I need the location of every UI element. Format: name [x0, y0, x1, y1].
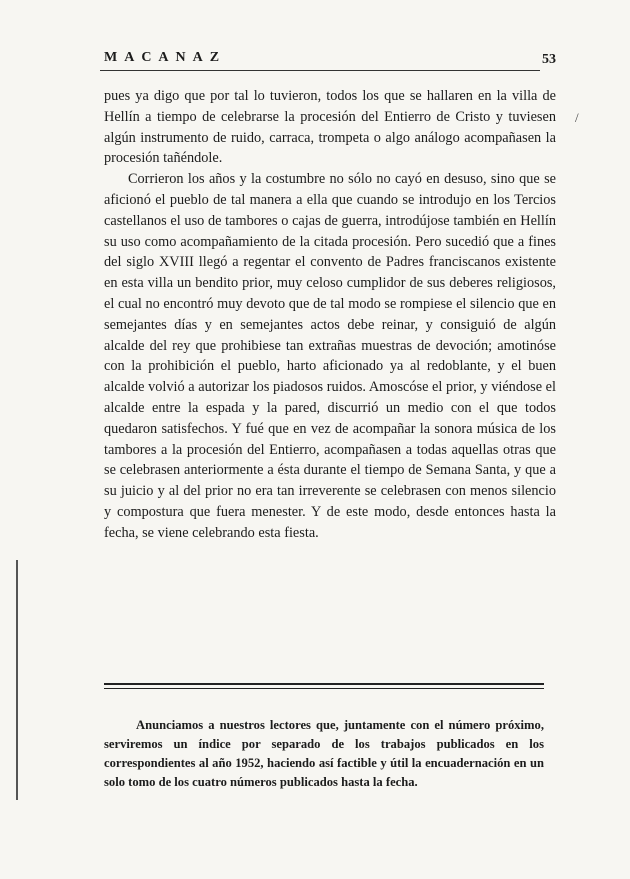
running-title: MACANAZ [104, 50, 227, 65]
body-text [104, 86, 556, 544]
margin-mark: / [575, 110, 579, 125]
notice-text: Anunciamos a nuestros lectores que, juntamente con el número próximo, serviremos un índice por separado de los trabajos publicados en los correspondientes al año 1952, haciendo así factible y útil la encuadernación en un solo tomo de los cuatro números publicados hasta la fecha. [104, 717, 544, 789]
separator-rule-thick [104, 683, 544, 685]
paragraph-1: pues ya digo que por tal lo tuvieron, todos los que se hallaren en la villa de Hellín a tiempo de celebrarse la procesión del Entierro de Cristo y tuviesen algún instrumento de ruido, carraca, trompeta o algo análogo acompañasen la procesión tañéndole. [104, 88, 556, 167]
paragraph-2: Corrieron los años y la costumbre no sólo no cayó en desuso, sino que se aficionó el pueblo de tal manera a ella que cuando se introdujo en los Tercios castellanos el uso de tambores o cajas de guerra, introdújose también en Hellín su uso como acompañamiento de la citada procesión. Pero sucedió que a fines del siglo XVIII llegó a regentar el convento de Padres franciscanos existente en esta villa un bendito prior, muy celoso cumplidor de sus deberes religiosos, el cual no encontró muy devoto que de tal modo se rompiese el silencio que en semejantes días y en semejantes actos debe reinar, y consiguió de algún alcalde del rey que prohibiese tan extrañas muestras de devoción; amotinóse con la prohibición el pueblo, harto aficionado ya al redoblante, y el buen alcalde volvió a autorizar los piadosos ruidos. Amoscóse el prior, y viéndose el alcalde entre la espada y la pared, discurrió un medio con el que todos quedaron satisfechos. Y fué que en vez de acompañar la sonora música de los tambores a la procesión del Entierro, acompañasen a todas aquellas otras que se celebrasen anteriormente a ésta durante el tiempo de Semana Santa, y que a su juicio y al del prior no era tan irreverente se celebrasen con menos silencio y compostura que fuera menester. Y de este modo, desde entonces hasta la fecha, se viene celebrando esta fiesta. [104, 171, 556, 541]
separator-rule-thin [104, 688, 544, 689]
scan-gutter-line [16, 560, 18, 800]
separator-rules [104, 683, 544, 692]
header-rule [100, 70, 540, 71]
page-number: 53 [542, 52, 556, 67]
running-head [100, 48, 560, 70]
